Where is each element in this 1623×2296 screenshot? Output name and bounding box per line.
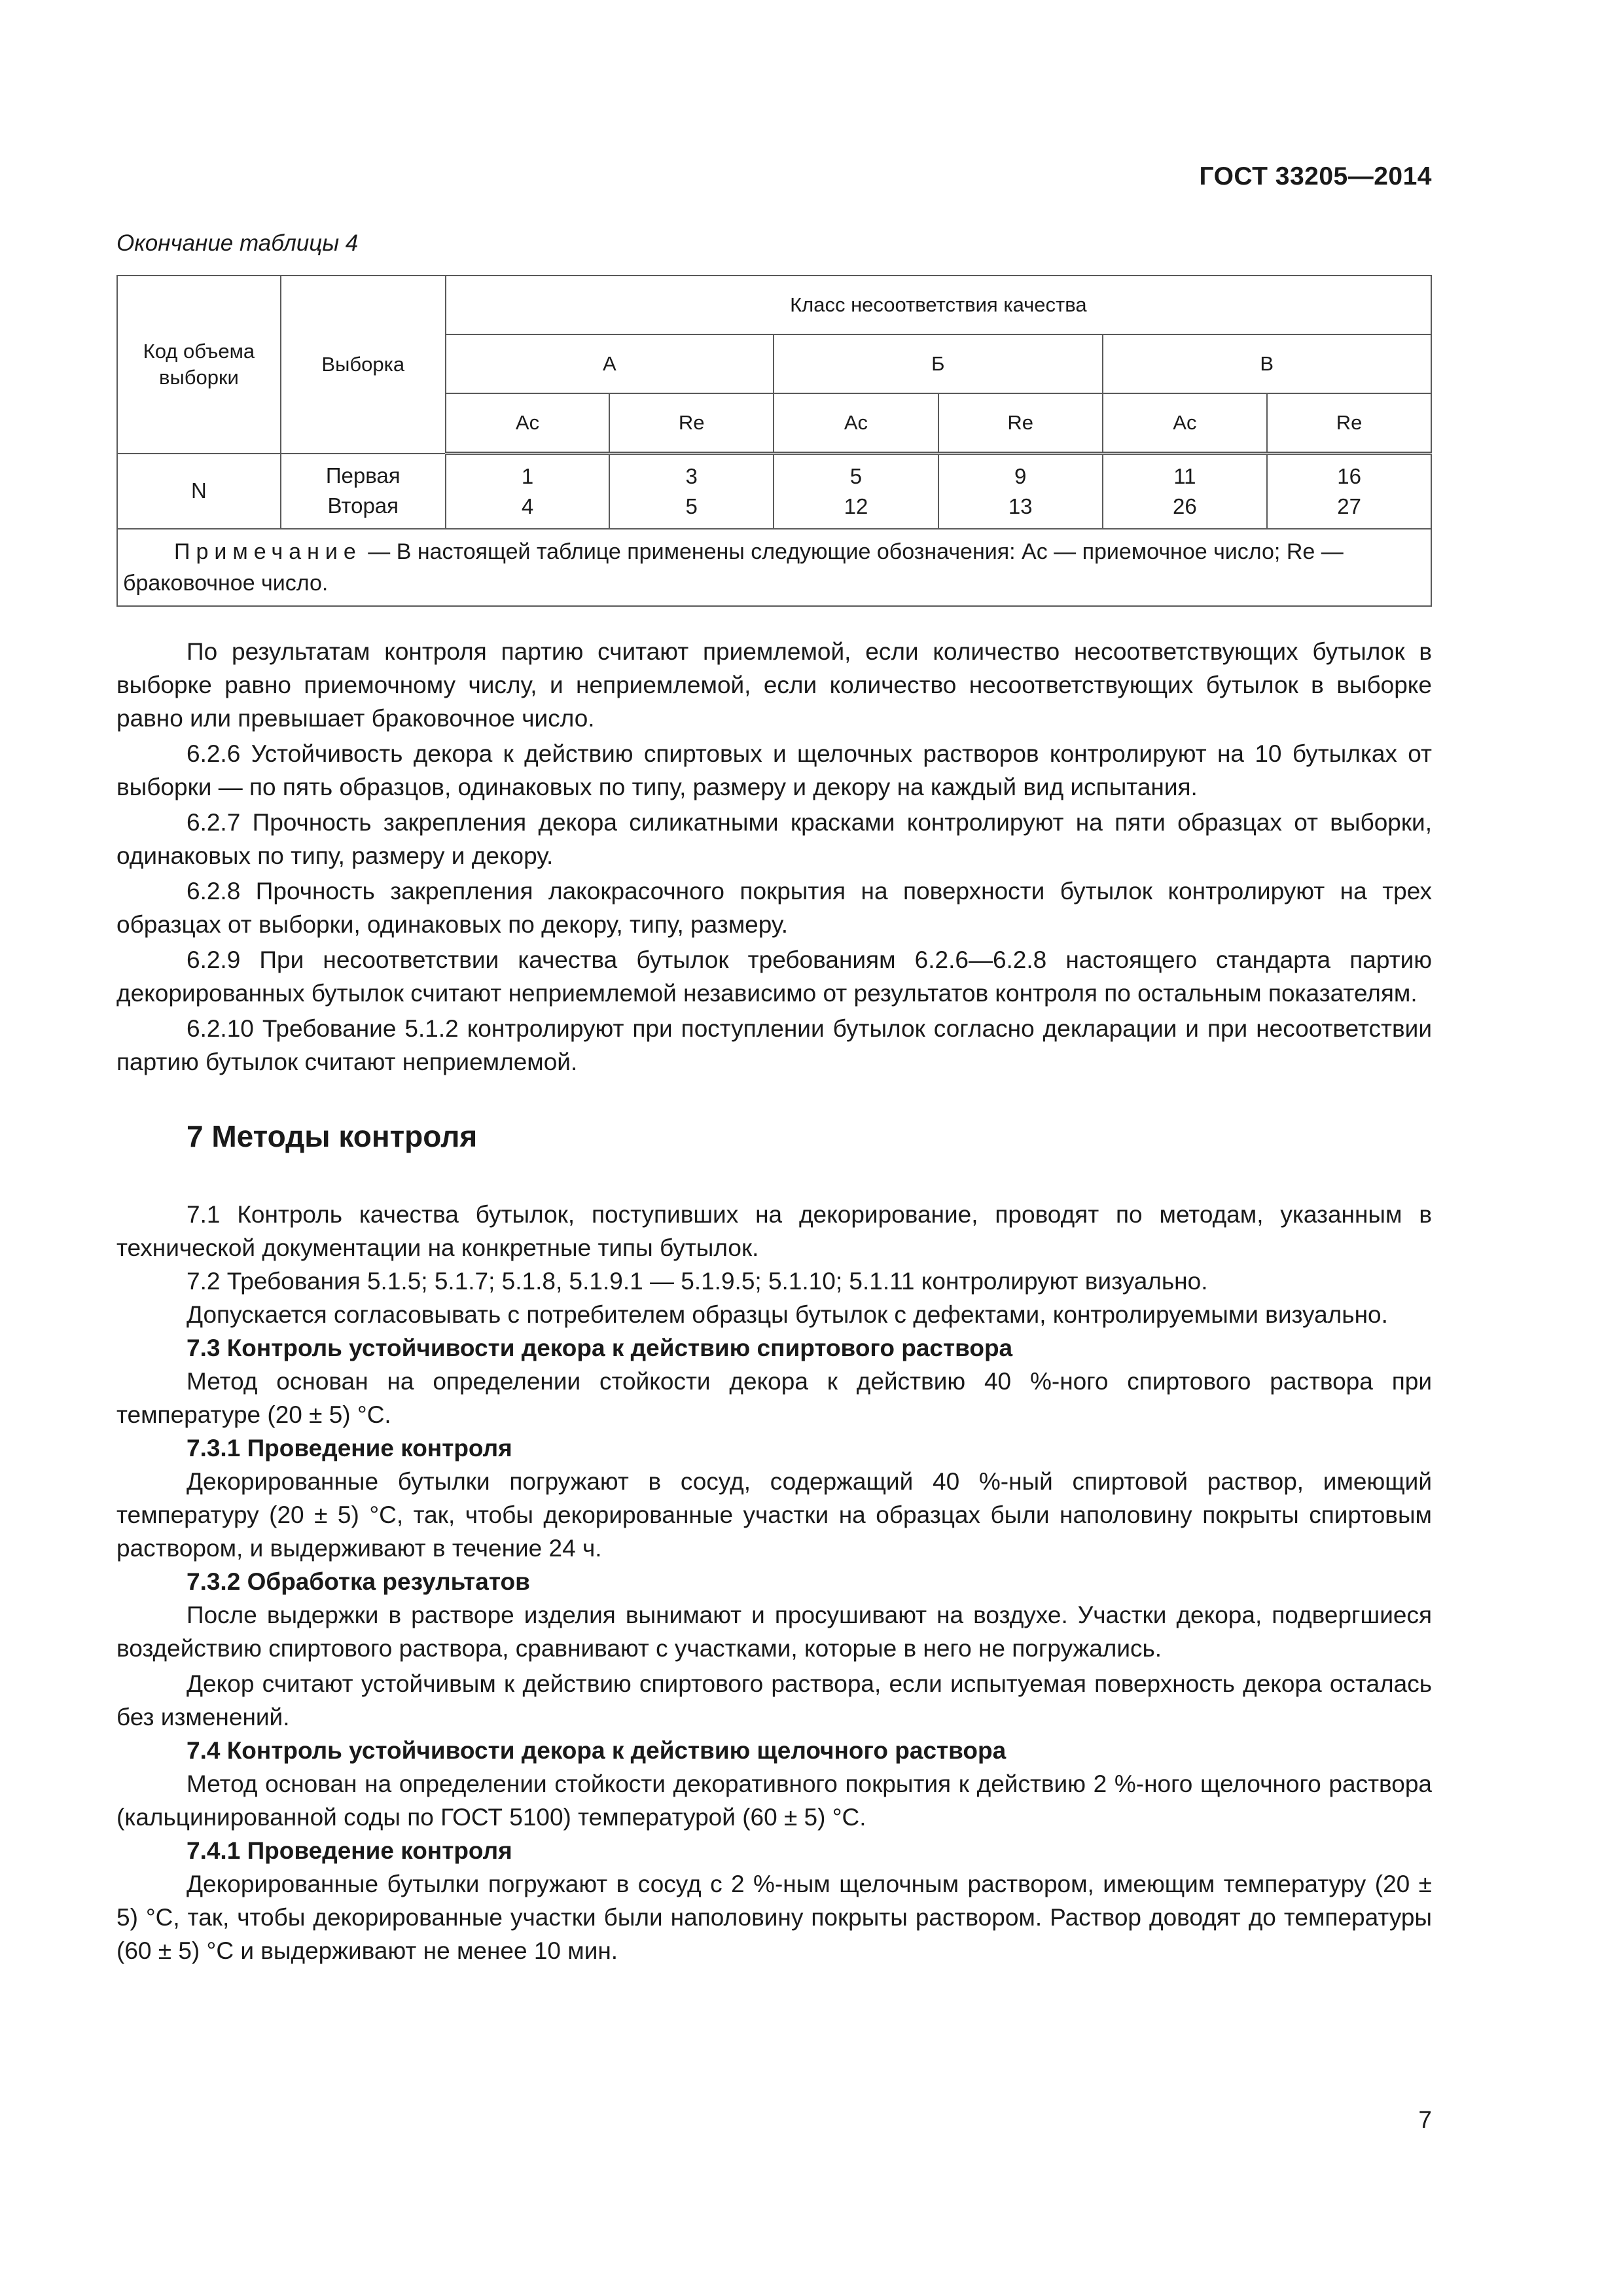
cell-code: N	[117, 454, 281, 529]
page-number: 7	[1418, 2106, 1432, 2133]
value-first: 16	[1337, 464, 1361, 488]
paragraph: 6.2.10 Требование 5.1.2 контролируют при поступлении бутылок согласно декларации и при несоответствии партию бутылок считают неприемлемой.	[116, 1015, 1432, 1075]
header-subcol: Re	[1267, 393, 1431, 454]
header-subcol: Ac	[1103, 393, 1268, 454]
value-first: 3	[685, 464, 698, 488]
cell-value	[938, 454, 1103, 529]
header-subcol: Ac	[446, 393, 610, 454]
paragraph: 6.2.6 Устойчивость декора к действию спиртовых и щелочных растворов контролируют на 10 бутылках от выборки — по пять образцов, одинаковых по типу, размеру и декору на каждый вид испытания.	[116, 740, 1432, 800]
subsection-title: 7.4.1 Проведение контроля	[187, 1837, 512, 1864]
cell-value	[1103, 454, 1268, 529]
value-second: 26	[1173, 494, 1197, 518]
cell-samples	[281, 454, 446, 529]
body-text	[116, 635, 1432, 1967]
note-label: Примечание	[174, 539, 362, 564]
paragraph: 6.2.7 Прочность закрепления декора силикатными красками контролируют на пяти образцах от выборки, одинаковых по типу, размеру и декору.	[116, 809, 1432, 869]
value-first: 1	[521, 464, 534, 488]
header-class-v: В	[1103, 334, 1431, 393]
sample-second: Вторая	[327, 493, 399, 518]
table-note	[117, 529, 1431, 606]
value-second: 13	[1008, 494, 1033, 518]
header-class-a: А	[446, 334, 774, 393]
header-class-b: Б	[774, 334, 1102, 393]
value-first: 11	[1173, 464, 1196, 488]
cell-value	[1267, 454, 1431, 529]
header-sample: Выборка	[281, 276, 446, 454]
subsection-title: 7.3.2 Обработка результатов	[187, 1568, 530, 1595]
sample-first: Первая	[325, 463, 401, 488]
paragraph: По результатам контроля партию считают приемлемой, если количество несоответствующих бутылок в выборке равно приемочному числу, и неприемлемой, если количество несоответствующих бутылок в выборке равно или превышает браковочное число.	[116, 638, 1432, 732]
subsection-title: 7.3 Контроль устойчивости декора к действию спиртового раствора	[187, 1335, 1013, 1361]
subsection-title: 7.3.1 Проведение контроля	[187, 1435, 512, 1462]
value-second: 5	[685, 494, 698, 518]
table-caption: Окончание таблицы 4	[116, 230, 359, 256]
header-subcol: Re	[938, 393, 1103, 454]
value-second: 12	[844, 494, 868, 518]
header-quality-class: Класс несоответствия качества	[446, 276, 1431, 334]
cell-value	[609, 454, 774, 529]
paragraph: 6.2.9 При несоответствии качества бутылок требованиям 6.2.6—6.2.8 настоящего стандарта партию декорированных бутылок считают неприемлемой независимо от результатов контроля по остальным показателям.	[116, 946, 1432, 1007]
quality-table	[116, 275, 1432, 607]
subsection-title: 7.4 Контроль устойчивости декора к действию щелочного раствора	[187, 1737, 1007, 1764]
paragraph: Метод основан на определении стойкости декоративного покрытия к действию 2 %-ного щелочного раствора (кальцинированной соды по ГОСТ 5100) температурой (60 ± 5) °С.	[116, 1770, 1432, 1831]
paragraph: Декорированные бутылки погружают в сосуд с 2 %-ным щелочным раствором, имеющим температуру (20 ± 5) °С, так, чтобы декорированные участки были наполовину покрыты раствором. Раствор доводят до температуры (60 ± 5) °С и выдерживают не менее 10 мин.	[116, 1871, 1432, 1964]
paragraph: Декорированные бутылки погружают в сосуд, содержащий 40 %-ный спиртовой раствор, имеющий температуру (20 ± 5) °С, так, чтобы декорированные участки на образцах были наполовину покрыты спиртовым раствором, и выдерживают в течение 24 ч.	[116, 1468, 1432, 1562]
paragraph: После выдержки в растворе изделия вынимают и просушивают на воздухе. Участки декора, подвергшиеся воздействию спиртового раствора, сравнивают с участками, которые в него не погружались.	[116, 1602, 1432, 1662]
table-row	[117, 454, 1431, 529]
document-code: ГОСТ 33205—2014	[1199, 162, 1432, 190]
paragraph: Метод основан на определении стойкости декора к действию 40 %-ного спиртового раствора при температуре (20 ± 5) °С.	[116, 1368, 1432, 1428]
paragraph: 7.1 Контроль качества бутылок, поступивших на декорирование, проводят по методам, указанным в технической документации на конкретные типы бутылок.	[116, 1201, 1432, 1261]
header-subcol: Re	[609, 393, 774, 454]
paragraph: 6.2.8 Прочность закрепления лакокрасочного покрытия на поверхности бутылок контролируют на трех образцах от выборки, одинаковых по декору, типу, размеру.	[116, 878, 1432, 938]
paragraph: Допускается согласовывать с потребителем образцы бутылок с дефектами, контролируемыми визуально.	[187, 1301, 1388, 1328]
paragraph: Декор считают устойчивым к действию спиртового раствора, если испытуемая поверхность декора осталась без изменений.	[116, 1670, 1432, 1731]
cell-value	[446, 454, 610, 529]
header-subcol: Ac	[774, 393, 938, 454]
value-second: 27	[1337, 494, 1361, 518]
paragraph: 7.2 Требования 5.1.5; 5.1.7; 5.1.8, 5.1.9.1 — 5.1.9.5; 5.1.10; 5.1.11 контролируют визуально.	[187, 1268, 1208, 1295]
value-first: 9	[1014, 464, 1027, 488]
value-second: 4	[521, 494, 534, 518]
value-first: 5	[849, 464, 863, 488]
section-title: 7 Методы контроля	[187, 1119, 478, 1153]
header-sample-code: Код объема выборки	[117, 276, 281, 454]
note-text: — В настоящей таблице применены следующие обозначения: Ac — приемочное число; Re — браковочное число.	[123, 539, 1344, 596]
cell-value	[774, 454, 938, 529]
